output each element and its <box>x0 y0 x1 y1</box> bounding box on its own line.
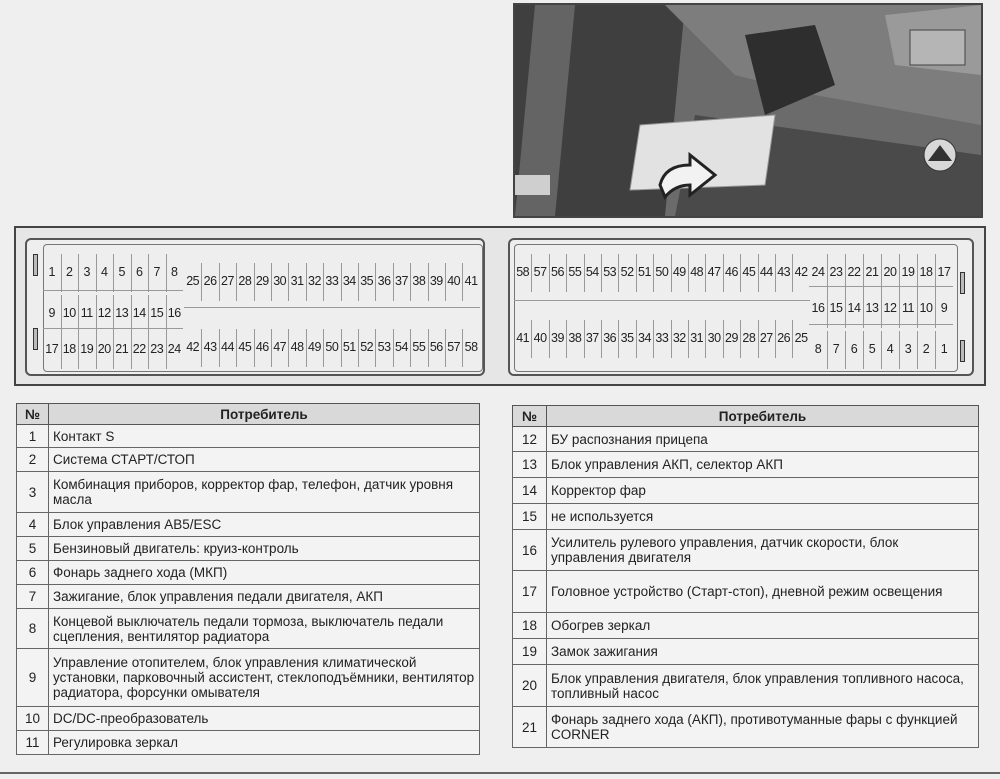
fuse-slot-label: 46 <box>255 340 269 354</box>
fuse-divider <box>601 254 602 292</box>
fuse-block-right <box>508 238 974 376</box>
table-header-row <box>17 404 480 425</box>
fuse-divider <box>219 263 220 301</box>
fuse-slot-label: 44 <box>221 340 234 354</box>
fuse-slot-label: 14 <box>132 306 146 320</box>
fuse-slot-label: 5 <box>118 265 125 279</box>
fuse-divider <box>148 331 149 369</box>
fuse-slot-label: 50 <box>325 340 339 354</box>
fuse-slot-label: 27 <box>221 274 234 288</box>
fuse-divider <box>636 320 637 358</box>
table-header-row <box>513 406 979 427</box>
fuse-divider <box>113 254 114 292</box>
table-row <box>17 609 480 649</box>
fuse-slot-label: 56 <box>429 340 443 354</box>
fuse-row-divider <box>809 286 953 287</box>
fuse-slot-label: 4 <box>101 265 108 279</box>
fuse-slot-label: 48 <box>690 265 704 279</box>
fuse-slot-label: 19 <box>901 265 915 279</box>
fuse-divider <box>166 254 167 292</box>
fuse-slot-label: 37 <box>395 274 408 288</box>
fuse-divider <box>899 290 900 328</box>
fuse-slot-label: 46 <box>725 265 738 279</box>
fuse-consumer: Блок управления АВ5/ESC <box>49 513 480 537</box>
fuse-slot-label: 27 <box>759 331 773 345</box>
fuse-slot-label: 2 <box>922 342 930 356</box>
fuse-slot-label: 47 <box>707 265 721 279</box>
fuse-divider <box>827 331 828 369</box>
fuse-slot-label: 5 <box>868 342 876 356</box>
fuse-slot-label: 11 <box>902 301 914 315</box>
table-row <box>513 427 979 452</box>
fuse-number: 19 <box>513 639 547 665</box>
fuse-divider <box>618 254 619 292</box>
block-marker <box>33 254 38 276</box>
fuse-slot-label: 51 <box>638 265 651 279</box>
fuse-number: 9 <box>17 649 49 707</box>
fuse-divider <box>96 254 97 292</box>
fuse-slot-label: 1 <box>48 265 55 279</box>
fuse-divider <box>863 290 864 328</box>
fuse-slot-label: 34 <box>342 274 356 288</box>
fuse-divider <box>323 263 324 301</box>
fuse-row-divider <box>43 290 183 291</box>
fuse-slot-label: 39 <box>429 274 443 288</box>
fuse-slot-label: 58 <box>464 340 478 354</box>
fuse-number: 11 <box>17 731 49 755</box>
fuse-slot-label: 15 <box>829 301 843 315</box>
fuse-slot-label: 8 <box>814 342 822 356</box>
fuse-number: 6 <box>17 561 49 585</box>
fuse-divider <box>201 329 202 367</box>
fuse-divider <box>306 263 307 301</box>
fuse-number: 12 <box>513 427 547 452</box>
fuse-slot-label: 8 <box>171 265 178 279</box>
fuse-divider <box>410 263 411 301</box>
fuse-slot-label: 14 <box>847 301 861 315</box>
page-bottom-rule <box>0 772 1000 774</box>
fuse-consumer: Регулировка зеркал <box>49 731 480 755</box>
fuse-divider <box>792 254 793 292</box>
fuse-slot-label: 44 <box>759 265 773 279</box>
fuse-slot-label: 55 <box>412 340 426 354</box>
fuse-divider <box>428 263 429 301</box>
fuse-slot-label: 39 <box>551 331 564 345</box>
fuse-divider <box>201 263 202 301</box>
fuse-divider <box>881 331 882 369</box>
fuse-slot-label: 40 <box>533 331 547 345</box>
fuse-slot-label: 53 <box>377 340 391 354</box>
fuse-divider <box>688 254 689 292</box>
fuse-divider <box>323 329 324 367</box>
fuse-number: 20 <box>513 665 547 707</box>
fuse-divider <box>740 254 741 292</box>
fuse-number: 17 <box>513 571 547 613</box>
fuse-consumer: Усилитель рулевого управления, датчик скорости, блок управления двигателя <box>547 530 979 571</box>
fuse-slot-label: 52 <box>360 340 374 354</box>
table-row <box>17 649 480 707</box>
fuse-slot-label: 16 <box>167 306 181 320</box>
fuse-divider <box>935 331 936 369</box>
fuse-divider <box>341 263 342 301</box>
fuse-divider <box>341 329 342 367</box>
fuse-divider <box>271 263 272 301</box>
fuse-slot-label: 24 <box>167 342 181 356</box>
fuse-consumer: Обогрев зеркал <box>547 613 979 639</box>
fuse-divider <box>306 329 307 367</box>
fuse-slot-label: 37 <box>585 331 599 345</box>
fuse-slot-label: 17 <box>45 342 59 356</box>
column-header-number: № <box>513 406 547 427</box>
fuse-slot-label: 38 <box>412 274 426 288</box>
table-row <box>17 448 480 472</box>
fuse-consumer: Концевой выключатель педали тормоза, выключатель педали сцепления, вентилятор радиатора <box>49 609 480 649</box>
fuse-slot-label: 30 <box>273 274 287 288</box>
fuse-divider <box>254 263 255 301</box>
fuse-divider <box>827 290 828 328</box>
fuse-divider <box>723 320 724 358</box>
fuse-slot-label: 9 <box>940 301 948 315</box>
fuse-consumer: Система СТАРТ/СТОП <box>49 448 480 472</box>
fuse-slot-label: 4 <box>886 342 894 356</box>
fuse-slot-label: 42 <box>186 340 200 354</box>
fuse-divider <box>219 329 220 367</box>
table-row <box>17 472 480 513</box>
table-row <box>513 665 979 707</box>
fuse-divider <box>845 331 846 369</box>
fuse-divider <box>636 254 637 292</box>
fuse-consumer: Фонарь заднего хода (АКП), противотуманные фары с функцией CORNER <box>547 707 979 748</box>
fuse-slot-label: 41 <box>516 331 530 345</box>
fuse-slot-label: 31 <box>690 331 704 345</box>
fuse-consumer: Контакт S <box>49 425 480 448</box>
fuse-number: 8 <box>17 609 49 649</box>
fuse-slot-label: 43 <box>203 340 217 354</box>
fuse-divider <box>393 263 394 301</box>
table-row <box>513 613 979 639</box>
fuse-slot-label: 33 <box>655 331 669 345</box>
fuse-divider <box>775 254 776 292</box>
fuse-divider <box>236 263 237 301</box>
fuse-divider <box>705 254 706 292</box>
fuse-slot-label: 11 <box>80 306 93 320</box>
fuse-slot-label: 2 <box>66 265 73 279</box>
fuse-slot-label: 12 <box>883 301 897 315</box>
fuse-consumer: Зажигание, блок управления педали двигателя, АКП <box>49 585 480 609</box>
fuse-divider <box>288 329 289 367</box>
fuse-slot-label: 22 <box>132 342 146 356</box>
fuse-divider <box>917 331 918 369</box>
fuse-divider <box>863 331 864 369</box>
fuse-number: 15 <box>513 504 547 530</box>
fuse-number: 14 <box>513 478 547 504</box>
fuse-slot-label: 57 <box>533 265 547 279</box>
fuse-box-location-photo <box>513 3 983 218</box>
fuse-slot-label: 48 <box>290 340 304 354</box>
fuse-row-divider <box>514 300 810 301</box>
fuse-slot-label: 49 <box>308 340 321 354</box>
table-row <box>513 639 979 665</box>
fuse-slot-label: 22 <box>847 265 861 279</box>
fuse-slot-label: 13 <box>865 301 879 315</box>
fuse-row-divider <box>43 328 183 329</box>
fuse-slot-label: 43 <box>777 265 791 279</box>
fuse-divider <box>78 331 79 369</box>
table-row <box>17 707 480 731</box>
fuse-slot-label: 28 <box>238 274 252 288</box>
fuse-slot-label: 18 <box>62 342 76 356</box>
fuse-slot-label: 57 <box>447 340 461 354</box>
fuse-slot-label: 29 <box>725 331 738 345</box>
fuse-divider <box>584 320 585 358</box>
fuse-divider <box>671 320 672 358</box>
fuse-consumer: Корректор фар <box>547 478 979 504</box>
fuse-divider <box>288 263 289 301</box>
fuse-divider <box>917 290 918 328</box>
fuse-consumer: Бензиновый двигатель: круиз-контроль <box>49 537 480 561</box>
fuse-slot-label: 7 <box>832 342 840 356</box>
fuse-slot-label: 40 <box>447 274 461 288</box>
fuse-slot-label: 30 <box>707 331 721 345</box>
fuse-slot-label: 52 <box>620 265 634 279</box>
fuse-slot-label: 54 <box>585 265 599 279</box>
fuse-divider <box>113 331 114 369</box>
fuse-divider <box>531 320 532 358</box>
fuse-slot-label: 18 <box>919 265 933 279</box>
fuse-divider <box>445 263 446 301</box>
fuse-slot-label: 6 <box>850 342 858 356</box>
fuse-divider <box>584 254 585 292</box>
fuse-divider <box>428 329 429 367</box>
fuse-table-right <box>512 405 979 748</box>
fuse-slot-label: 20 <box>97 342 111 356</box>
fuse-divider <box>845 290 846 328</box>
table-row <box>17 561 480 585</box>
table-row <box>513 707 979 748</box>
fuse-divider <box>445 329 446 367</box>
fuse-slot-label: 38 <box>568 331 582 345</box>
fuse-panel-diagram <box>14 226 986 386</box>
fuse-slot-label: 21 <box>865 265 879 279</box>
fuse-number: 7 <box>17 585 49 609</box>
fuse-divider <box>531 254 532 292</box>
fuse-slot-label: 35 <box>360 274 374 288</box>
fuse-slot-label: 33 <box>325 274 339 288</box>
fuse-consumer: Замок зажигания <box>547 639 979 665</box>
table-row <box>17 537 480 561</box>
fuse-slot-label: 19 <box>80 342 94 356</box>
table-row <box>17 425 480 448</box>
fuse-slot-label: 23 <box>829 265 843 279</box>
fuse-number: 18 <box>513 613 547 639</box>
fuse-number: 21 <box>513 707 547 748</box>
fuse-divider <box>705 320 706 358</box>
fuse-divider <box>78 254 79 292</box>
fuse-slot-label: 42 <box>794 265 808 279</box>
fuse-number: 16 <box>513 530 547 571</box>
table-row <box>513 571 979 613</box>
column-header-consumer: Потребитель <box>49 404 480 425</box>
fuse-consumer: не используется <box>547 504 979 530</box>
fuse-consumer: Блок управления АКП, селектор АКП <box>547 452 979 478</box>
fuse-slot-label: 36 <box>377 274 391 288</box>
fuse-slot-label: 29 <box>255 274 269 288</box>
fuse-slot-label: 53 <box>603 265 617 279</box>
fuse-block-left <box>25 238 485 376</box>
fuse-slot-label: 24 <box>811 265 825 279</box>
fuse-number: 4 <box>17 513 49 537</box>
block-marker <box>33 328 38 350</box>
fuse-divider <box>375 263 376 301</box>
fuse-slot-label: 41 <box>464 274 478 288</box>
fuse-divider <box>271 329 272 367</box>
fuse-divider <box>410 329 411 367</box>
fuse-slot-label: 10 <box>919 301 933 315</box>
block-marker <box>960 272 965 294</box>
table-row <box>513 504 979 530</box>
fuse-slot-label: 34 <box>638 331 651 345</box>
fuse-slot-label: 45 <box>742 265 756 279</box>
fuse-divider <box>462 263 463 301</box>
fuse-slot-label: 32 <box>672 331 686 345</box>
fuse-divider <box>61 331 62 369</box>
fuse-divider <box>899 331 900 369</box>
fuse-slot-label: 15 <box>150 306 164 320</box>
fuse-slot-label: 7 <box>153 265 160 279</box>
fuse-consumer: DC/DC-преобразователь <box>49 707 480 731</box>
fuse-consumer: Блок управления двигателя, блок управления топливного насоса, топливный насос <box>547 665 979 707</box>
fuse-slot-label: 25 <box>794 331 808 345</box>
fuse-slot-label: 36 <box>603 331 617 345</box>
fuse-divider <box>358 329 359 367</box>
fuse-number: 5 <box>17 537 49 561</box>
fuse-slot-label: 17 <box>937 265 951 279</box>
fuse-divider <box>740 320 741 358</box>
fuse-row-divider <box>184 307 480 308</box>
fuse-divider <box>935 290 936 328</box>
fuse-slot-label: 16 <box>811 301 825 315</box>
fuse-divider <box>566 320 567 358</box>
fuse-divider <box>148 254 149 292</box>
fuse-divider <box>566 254 567 292</box>
fuse-number: 10 <box>17 707 49 731</box>
fuse-slot-label: 32 <box>308 274 321 288</box>
fuse-divider <box>723 254 724 292</box>
fuse-slot-label: 3 <box>83 265 90 279</box>
fuse-consumer: Фонарь заднего хода (МКП) <box>49 561 480 585</box>
fuse-divider <box>792 320 793 358</box>
table-row <box>17 731 480 755</box>
fuse-divider <box>618 320 619 358</box>
fuse-divider <box>775 320 776 358</box>
table-row <box>17 513 480 537</box>
fuse-number: 13 <box>513 452 547 478</box>
fuse-divider <box>671 254 672 292</box>
table-row <box>513 530 979 571</box>
fuse-slot-label: 25 <box>186 274 200 288</box>
fuse-slot-label: 54 <box>395 340 408 354</box>
fuse-slot-label: 13 <box>115 306 129 320</box>
fuse-slot-label: 49 <box>672 265 686 279</box>
fuse-divider <box>131 254 132 292</box>
fuse-number: 2 <box>17 448 49 472</box>
fuse-divider <box>758 320 759 358</box>
fuse-table-left <box>16 403 480 755</box>
table-row <box>513 478 979 504</box>
fuse-consumer: БУ распознания прицепа <box>547 427 979 452</box>
block-marker <box>960 340 965 362</box>
fuse-divider <box>881 290 882 328</box>
fuse-divider <box>254 329 255 367</box>
fuse-slot-label: 51 <box>342 340 356 354</box>
fuse-slot-label: 45 <box>238 340 252 354</box>
fuse-slot-label: 28 <box>742 331 756 345</box>
table-row <box>17 585 480 609</box>
table-row <box>513 452 979 478</box>
fuse-divider <box>61 254 62 292</box>
fuse-slot-label: 35 <box>620 331 634 345</box>
fuse-consumer: Управление отопителем, блок управления климатической установки, парковочный ассистент, стеклоподъёмники, вентилятор радиатора, форсунки омывателя <box>49 649 480 707</box>
fuse-slot-label: 3 <box>904 342 912 356</box>
fuse-consumer: Головное устройство (Старт-стоп), дневной режим освещения <box>547 571 979 613</box>
fuse-row-divider <box>809 324 953 325</box>
fuse-slot-label: 10 <box>62 306 76 320</box>
fuse-slot-label: 58 <box>516 265 530 279</box>
fuse-divider <box>131 331 132 369</box>
fuse-slot-label: 26 <box>777 331 791 345</box>
fuse-divider <box>375 329 376 367</box>
fuse-slot-label: 23 <box>150 342 164 356</box>
fuse-divider <box>549 320 550 358</box>
fuse-divider <box>688 320 689 358</box>
fuse-slot-label: 47 <box>273 340 287 354</box>
fuse-slot-label: 56 <box>551 265 564 279</box>
column-header-consumer: Потребитель <box>547 406 979 427</box>
fuse-slot-label: 31 <box>290 274 304 288</box>
fuse-divider <box>653 254 654 292</box>
fuse-divider <box>236 329 237 367</box>
fuse-number: 3 <box>17 472 49 513</box>
fuse-divider <box>462 329 463 367</box>
photo-illustration <box>515 5 981 216</box>
fuse-slot-label: 9 <box>48 306 55 320</box>
fuse-slot-label: 50 <box>655 265 669 279</box>
fuse-slot-label: 20 <box>883 265 897 279</box>
fuse-divider <box>758 254 759 292</box>
fuse-slot-label: 26 <box>203 274 217 288</box>
column-header-number: № <box>17 404 49 425</box>
fuse-slot-label: 21 <box>115 342 129 356</box>
fuse-slot-label: 1 <box>940 342 948 356</box>
fuse-divider <box>601 320 602 358</box>
fuse-divider <box>549 254 550 292</box>
fuse-divider <box>166 331 167 369</box>
fuse-number: 1 <box>17 425 49 448</box>
fuse-divider <box>653 320 654 358</box>
fuse-consumer: Комбинация приборов, корректор фар, телефон, датчик уровня масла <box>49 472 480 513</box>
fuse-divider <box>393 329 394 367</box>
fuse-slot-label: 6 <box>136 265 143 279</box>
fuse-divider <box>358 263 359 301</box>
fuse-divider <box>96 331 97 369</box>
fuse-slot-label: 12 <box>97 306 111 320</box>
fuse-slot-label: 55 <box>568 265 582 279</box>
